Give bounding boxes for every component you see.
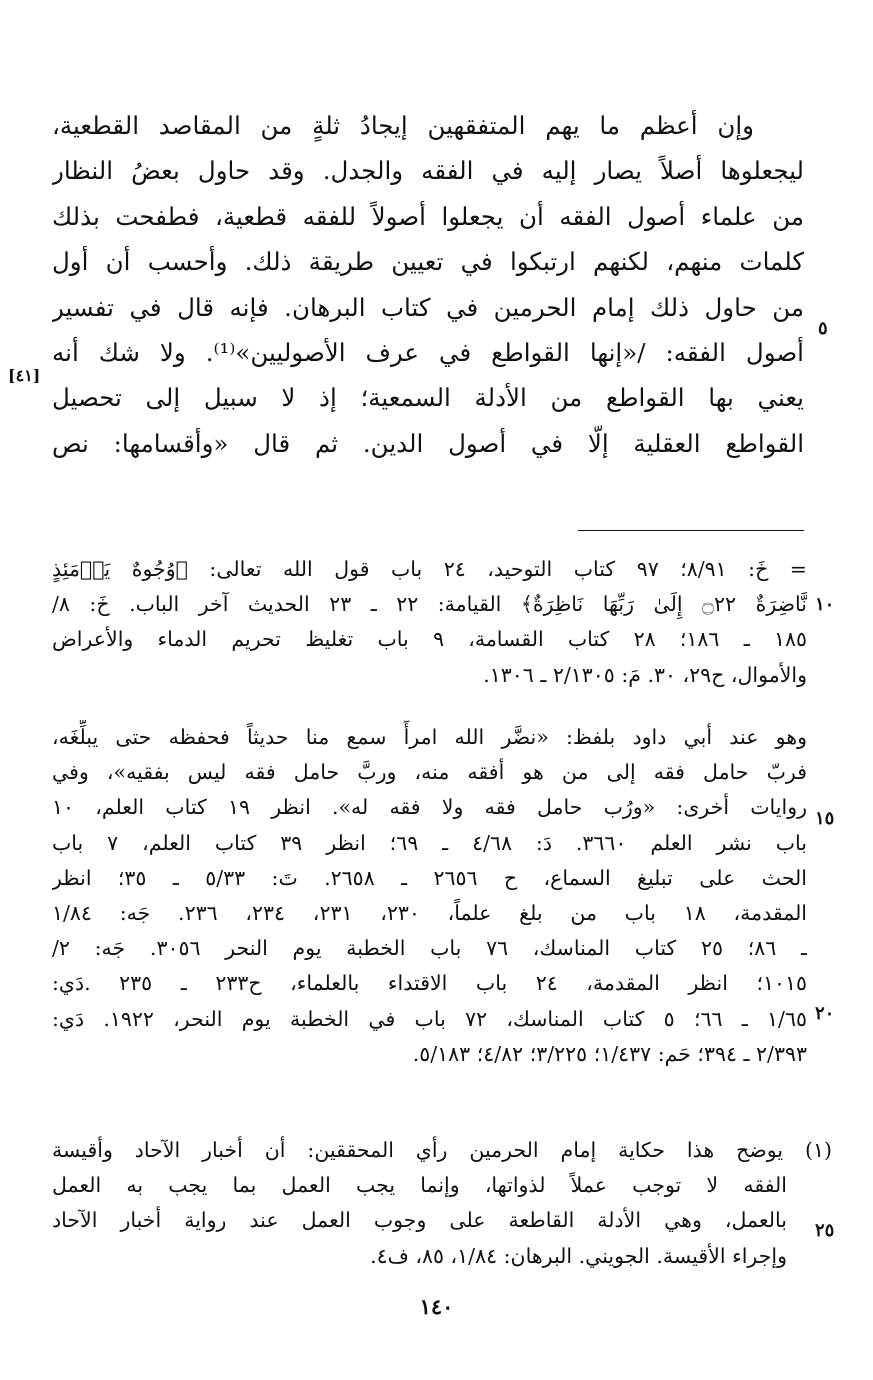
- footnote-line: فربّ حامل فقه إلى من هو أفقه منه، وربَّ حامل فقه ليس بفقيه»، وفي: [52, 760, 807, 785]
- footnote-separator: [578, 530, 804, 531]
- original-page-marker: [٤١]: [8, 366, 41, 385]
- text-line: القواطع العقلية إلّا في أصول الدين. ثم قال «وأقسامها: نص: [52, 428, 804, 458]
- footnote-line: ١٠١٥؛ انظر المقدمة، ٢٤ باب الاقتداء بالعلماء، ح٢٣٣ ـ ٢٣٥ .دَي:: [52, 971, 807, 996]
- line-number-10: ١٠: [815, 594, 835, 615]
- footnote-line: روايات أخرى: «ورُب حامل فقه ولا فقه له». انظر ١٩ كتاب العلم، ١٠: [52, 795, 807, 820]
- footnote-line: الحث على تبليغ السماع، ح ٢٦٥٦ ـ ٢٦٥٨. تَ: ٥/٣٣ ـ ٣٥؛ انظر: [52, 865, 807, 890]
- footnote-line: ـ ٨٦؛ ٢٥ كتاب المناسك، ٧٦ باب الخطبة يوم النحر ٣٠٥٦. جَه: ٢/: [52, 936, 807, 961]
- line-number-25: ٢٥: [815, 1220, 835, 1241]
- footnote-1: [52, 1133, 835, 1274]
- footnote-line: (١) يوضح هذا حكاية إمام الحرمين رأي المحققين: أن أخبار الآحاد وأقيسة: [52, 1138, 832, 1162]
- text-line: من حاول ذلك إمام الحرمين في كتاب البرهان. فإنه قال في تفسير: [52, 292, 804, 322]
- footnote-line: نَّاضِرَةٌ ۝٢٢ إِلَىٰ رَبِّهَا نَاظِرَةٌ﴾ القيامة: ٢٢ ـ ٢٣ الحديث آخر الباب. خَ: ٨/: [52, 592, 807, 617]
- footnote-line: بالعمل، وهي الأدلة القاطعة على وجوب العمل عند رواية أخبار الآحاد: [52, 1208, 787, 1233]
- text-line: كلمات منهم، لكنهم ارتبكوا في تعيين طريقة ذلك. وأحسب أن أول: [52, 247, 804, 277]
- page-number: ١٤٠: [419, 1294, 454, 1319]
- text-line: يعني بها القواطع من الأدلة السمعية؛ إذ لا سبيل إلى تحصيل: [52, 383, 804, 413]
- footnote-line: المقدمة، ١٨ باب من بلغ علماً، ٢٣٠، ٢٣١، ٢٣٤، ٢٣٦. جَه: ١/٨٤: [52, 900, 807, 925]
- text-line: ليجعلوها أصلاً يصار إليه في الفقه والجدل. وقد حاول بعضُ النظار: [52, 156, 804, 186]
- main-text: [52, 103, 804, 466]
- text-line: من علماء أصول الفقه أن يجعلوا أصولاً للفقه قطعية، فطفحت بذلك: [52, 201, 804, 231]
- footnote-line: وهو عند أبي داود بلفظ: «نضَّر الله امرأً سمع منا حديثاً فحفظه حتى يبلِّغَه،: [52, 725, 807, 749]
- line-number-20: ٢٠: [815, 1003, 835, 1024]
- footnote-line: ٢/٣٩٣ ـ ٣٩٤؛ حَم: ١/٤٣٧؛ ٣/٢٢٥؛ ٤/٨٢؛ ٥/١٨٣.: [412, 1041, 807, 1066]
- line-number-15: ١٥: [815, 808, 835, 829]
- text-line: وإن أعظم ما يهم المتفقهين إيجادُ ثلةٍ من المقاصد القطعية،: [52, 111, 754, 140]
- footnote-abu-dawud: [52, 720, 807, 1072]
- footnote-line: والأموال، ح٢٩، ٣٠. مَ: ٢/١٣٠٥ ـ ١٣٠٦.: [483, 662, 807, 687]
- footnote-continuation: [52, 552, 807, 693]
- footnote-line: وإجراء الأقيسة. الجويني. البرهان: ١/٨٤، ٨٥، ف٤.: [370, 1243, 787, 1268]
- footnote-line: = خَ: ٨/٩١؛ ٩٧ كتاب التوحيد، ٢٤ باب قول الله تعالى: ﴿وُجُوهٌ يَوۡمَئِذٍ: [52, 557, 807, 581]
- footnote-line: ١٨٥ ـ ١٨٦؛ ٢٨ كتاب القسامة، ٩ باب تغليظ تحريم الدماء والأعراض: [52, 627, 807, 652]
- text-line: أصول الفقه: /«إنها القواطع في عرف الأصوليين»⁽¹⁾. ولا شك أنه: [52, 337, 804, 367]
- footnote-line: الفقه لا توجب عملاً لذواتها، وإنما يجب العمل بما يجب به العمل: [52, 1173, 787, 1198]
- footnote-line: باب نشر العلم ٣٦٦٠. دَ: ٤/٦٨ ـ ٦٩؛ انظر ٣٩ كتاب العلم، ٧ باب: [52, 830, 807, 855]
- footnote-line: ١/٦٥ ـ ٦٦؛ ٥ كتاب المناسك، ٧٢ باب في الخطبة يوم النحر، ١٩٢٢. دَي:: [52, 1006, 807, 1031]
- line-number-5: ٥: [818, 318, 828, 339]
